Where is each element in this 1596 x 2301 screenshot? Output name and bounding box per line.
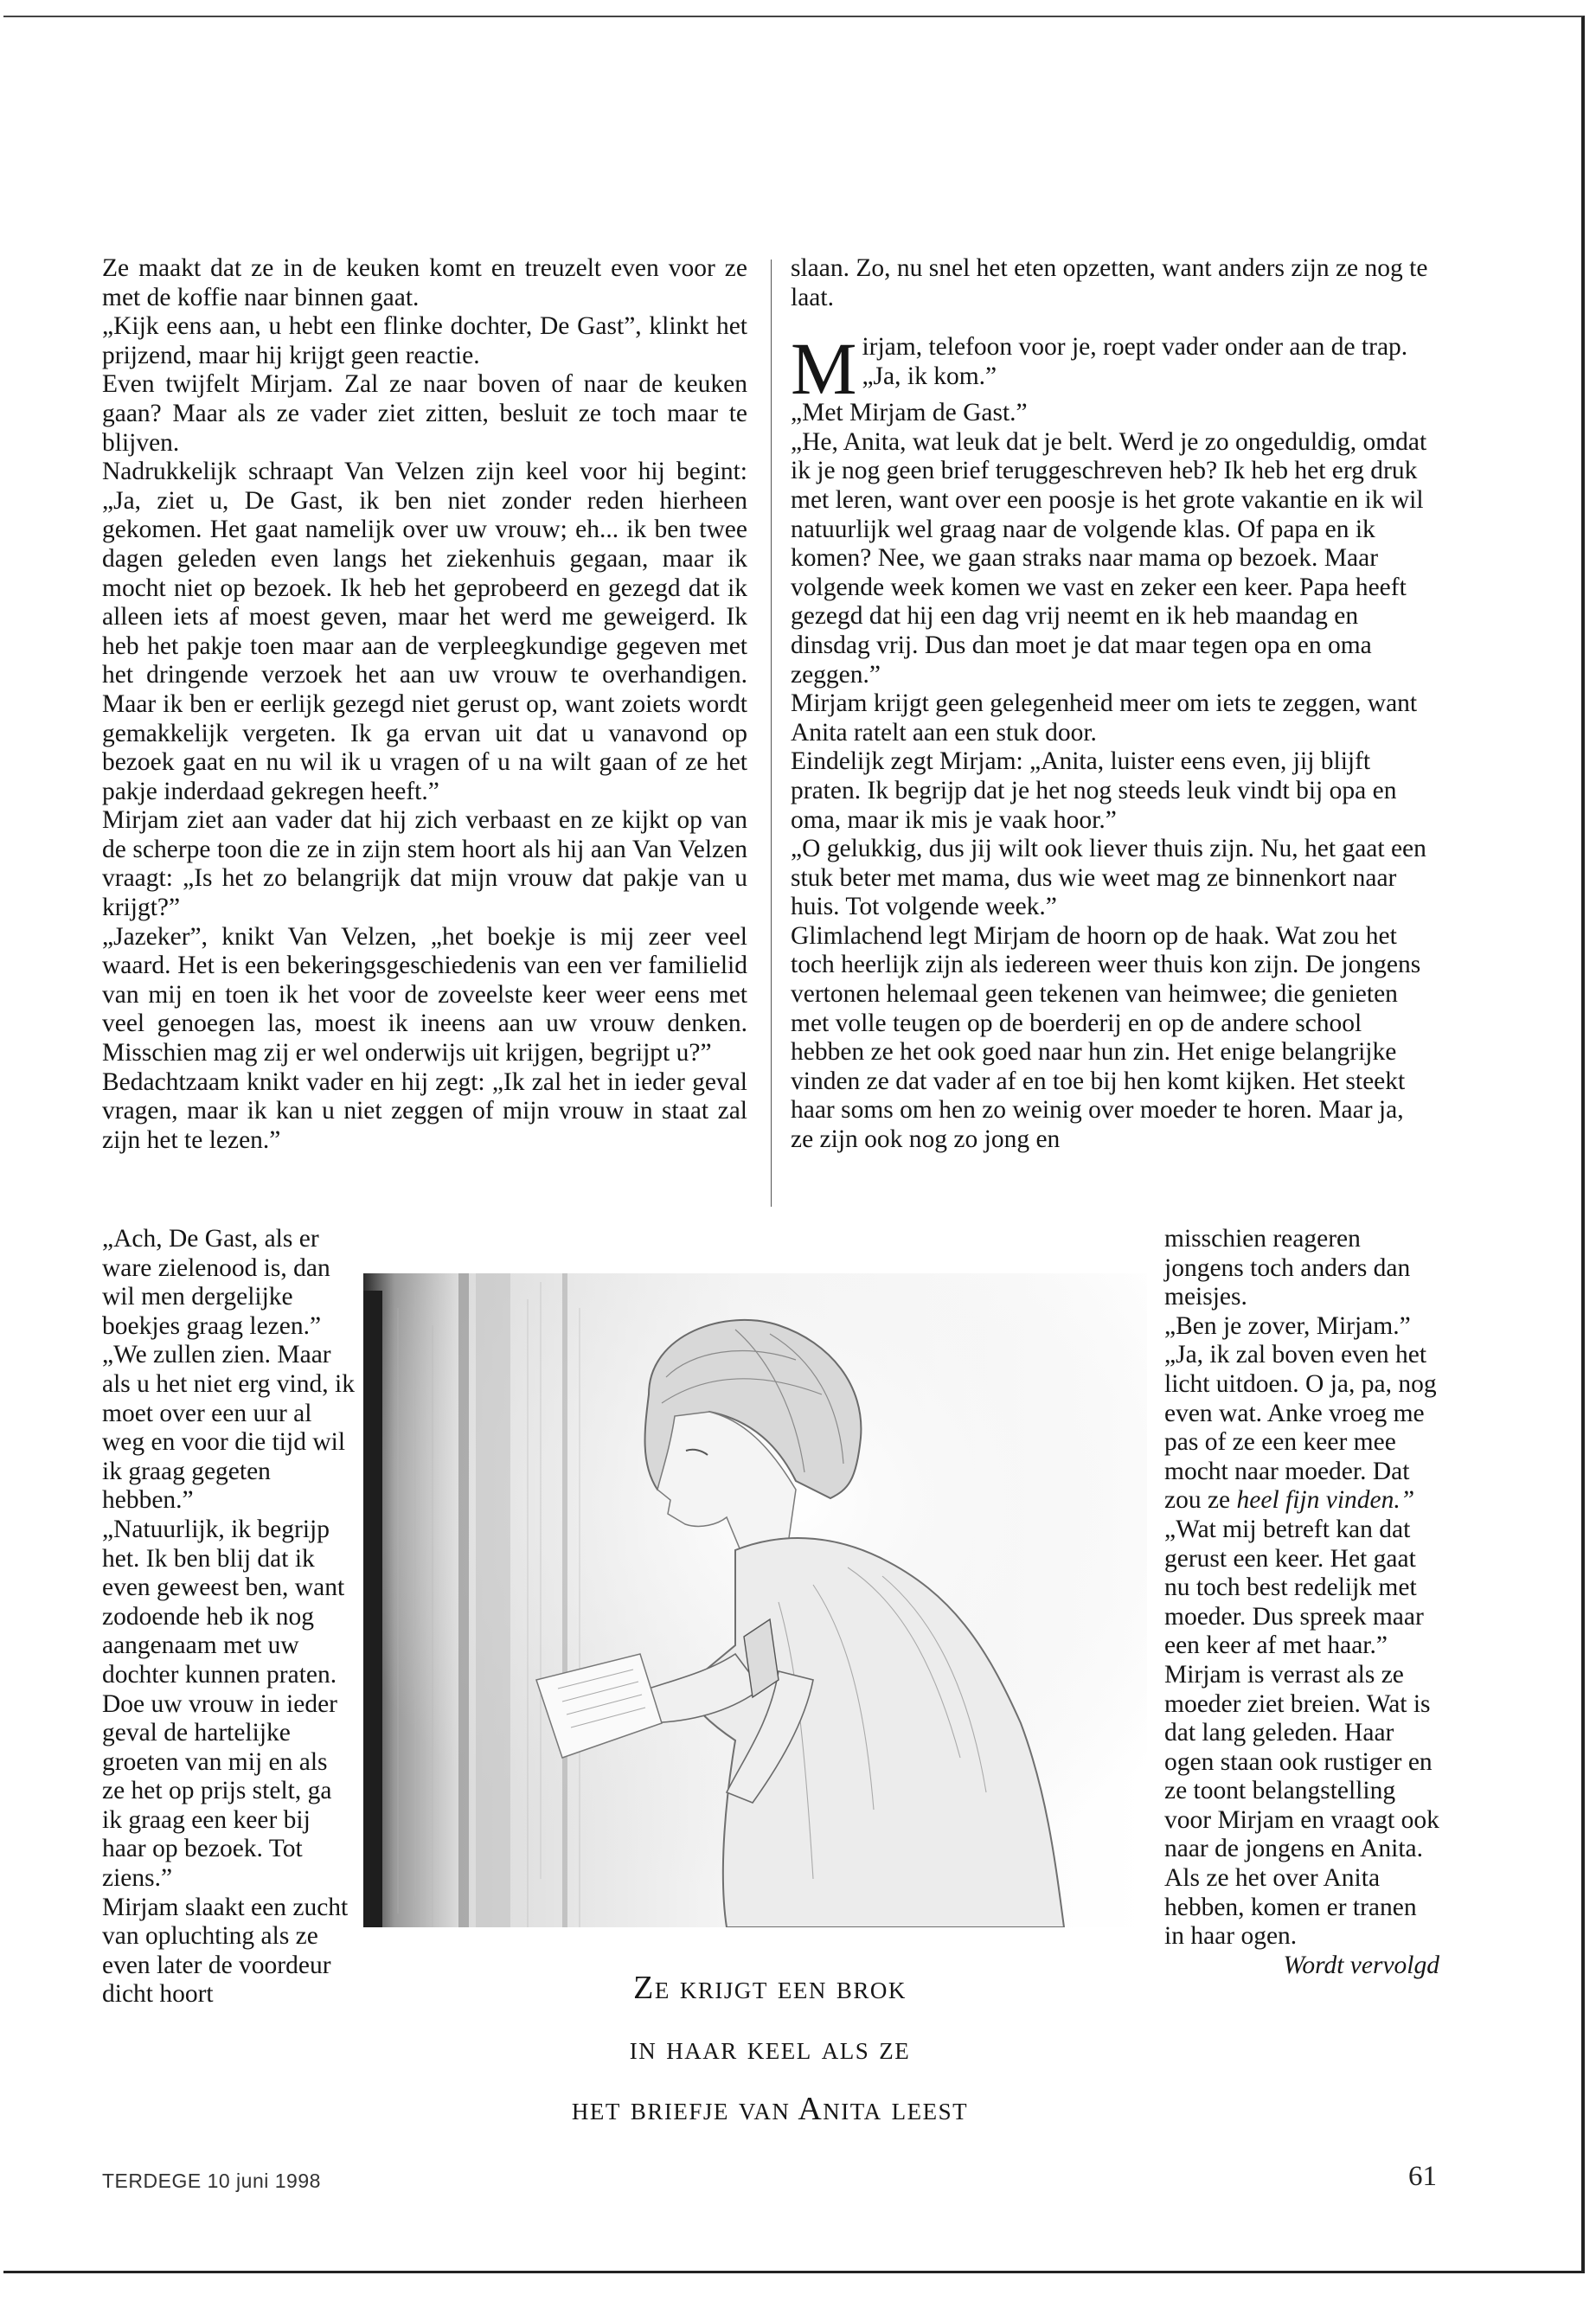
paragraph: „Kijk eens aan, u hebt een flinke dochter, De Gast”, klinkt het prijzend, maar hij krijgt geen reactie.: [102, 312, 747, 369]
caption-line: Ze krijgt een brok: [633, 1970, 907, 2006]
paragraph: Ze maakt dat ze in de keuken komt en treuzelt even voor ze met de koffie naar binnen gaat.: [102, 254, 747, 311]
left-text-column: [102, 254, 747, 1155]
paragraph: misschien reageren jongens toch anders dan meisjes.: [1164, 1225, 1411, 1311]
paragraph-text: „Ja, ik zal boven even het licht uitdoen. O ja, pa, nog even wat. Anke vroeg me pas of ze een keer mee mocht naar moeder. Dat zou ze: [1164, 1341, 1437, 1515]
caption-line: het briefje van Anita leest: [571, 2091, 969, 2127]
paragraph: „Ben je zover, Mirjam.”: [1164, 1311, 1411, 1340]
paragraph: slaan. Zo, nu snel het eten opzetten, want anders zijn ze nog te laat.: [791, 254, 1428, 311]
publication-footer: TERDEGE 10 juni 1998: [102, 2170, 321, 2192]
paragraph: Eindelijk zegt Mirjam: „Anita, luister eens even, jij blijft praten. Ik begrijp dat je het nog steeds leuk vindt bij opa en oma, maar ik mis je vaak hoor.”: [791, 747, 1397, 834]
narrow-right-text-column: [1164, 1225, 1439, 1980]
narrow-left-text-column: [102, 1225, 355, 2009]
paragraph: Glimlachend legt Mirjam de hoorn op de haak. Wat zou het toch heerlijk zijn als iedereen weer thuis kon zijn. De jongens vertonen helemaal geen tekenen van heimwee; die genieten met volle teugen op de boerderij en op de andere school hebben ze het ook goed naar hun zin. Het enige belangrijke vinden ze dat vader af en toe bij hen komt kijken. Het steekt haar soms om hen zo weinig over moeder te horen. Maar ja, ze zijn ook nog zo jong en: [791, 921, 1421, 1154]
paragraph: Even twijfelt Mirjam. Zal ze naar boven of naar de keuken gaan? Maar als ze vader ziet zitten, besluit ze toch maar te blijven.: [102, 370, 747, 457]
paragraph: „Ach, De Gast, als er ware zielenood is, dan wil men dergelijke boekjes graag lezen.”: [102, 1225, 330, 1340]
page-number: 61: [1408, 2161, 1437, 2192]
column-divider: [771, 260, 772, 1207]
paragraph: Bedachtzaam knikt vader en hij zegt: „Ik zal het in ieder geval vragen, maar ik kan u niet zeggen of mijn vrouw in staat zal zijn het te lezen.”: [102, 1067, 747, 1154]
paragraph: Nadrukkelijk schraapt Van Velzen zijn keel voor hij begint: „Ja, ziet u, De Gast, ik ben niet zonder reden hierheen gekomen. Het gaat namelijk over uw vrouw; eh... ik ben twee dagen geleden even langs het ziekenhuis gegaan, maar ik mocht niet op bezoek. Ik heb het geprobeerd en gezegd dat ik alleen iets af moest geven, maar het werd me geweigerd. Ik heb het pakje toen maar aan de verpleegkundige gegeven met het dringende verzoek het aan uw vrouw te overhandigen. Maar ik ben er eerlijk gezegd niet gerust op, want zoiets wordt gemakkelijk vergeten. Ik ga ervan uit dat u vanavond op bezoek gaat en nu wil ik u vragen of u na wilt gaan of ze het pakje inderdaad gekregen heeft.”: [102, 458, 747, 805]
paragraph: Mirjam slaakt een zucht van opluchting als ze even later de voordeur dicht hoort: [102, 1893, 349, 2009]
italic-text: heel fijn vinden.”: [1236, 1486, 1415, 1515]
paragraph: „Jazeker”, knikt Van Velzen, „het boekje is mij zeer veel waard. Het is een bekeringsgeschiedenis van een ver familielid van mij en toen ik het voor de zoveelste keer weer eens met veel genoegen las, moest ik ineens aan uw vrouw denken. Misschien mag zij er wel onderwijs uit krijgen, begrijpt u?”: [102, 922, 747, 1067]
paragraph: Mirjam ziet aan vader dat hij zich verbaast en ze kijkt op van de scherpe toon die ze in zijn stem hoort als hij aan Van Velzen vraagt: „Is het zo belangrijk dat mijn vrouw dat pakje van u krijgt?”: [102, 806, 747, 922]
paragraph: „Met Mirjam de Gast.”: [791, 399, 1028, 427]
to-be-continued: Wordt vervolgd: [1283, 1951, 1439, 1979]
paragraph: [1164, 1341, 1439, 1516]
girl-reading-letter-illustration: [363, 1273, 1147, 1927]
right-text-column: [791, 254, 1433, 1155]
illustration-caption: [467, 1958, 1073, 2139]
dropcap-text: irjam, telefoon voor je, roept vader onder aan de trap.„Ja, ik kom.”: [862, 333, 1408, 390]
paragraph: „We zullen zien. Maar als u het niet erg vind, ik moet over een uur al weg en voor die tijd wil ik graag gegeten hebben.”: [102, 1341, 355, 1515]
paragraph: „He, Anita, wat leuk dat je belt. Werd je zo ongeduldig, omdat ik je nog geen brief teruggeschreven heb? Ik heb het erg druk met leren, want over een poosje is het grote vakantie en ik wil natuurlijk wel graag naar de volgende klas. Of papa en ik komen? Nee, we gaan straks naar mama op bezoek. Maar volgende week komen we vast en zeker een keer. Papa heeft gezegd dat hij een dag vrij neemt en ik heb maandag en dinsdag vrij. Dus dan moet je dat maar tegen opa en oma zeggen.”: [791, 427, 1427, 689]
paragraph: Mirjam krijgt geen gelegenheid meer om iets te zeggen, want Anita ratelt aan een stuk door.: [791, 689, 1418, 747]
caption-line: in haar keel als ze: [629, 2030, 911, 2067]
paragraph: „O gelukkig, dus jij wilt ook liever thuis zijn. Nu, het gaat een stuk beter met mama, dus wie weet mag ze binnenkort naar huis. Tot volgende week.”: [791, 835, 1426, 921]
paragraph: „Natuurlijk, ik begrijp het. Ik ben blij dat ik even geweest ben, want zodoende heb ik nog aangenaam met uw dochter kunnen praten. Doe uw vrouw in ieder geval de hartelijke groeten van mij en als ze het op prijs stelt, ga ik graag een keer bij haar op bezoek. Tot ziens.”: [102, 1515, 345, 1893]
drop-cap: M: [791, 327, 857, 411]
paragraph: Mirjam is verrast als ze moeder ziet breien. Wat is dat lang geleden. Haar ogen staan ook rustiger en ze toont belangstelling voor Mirjam en vraagt ook naar de jongens en Anita. Als ze het over Anita hebben, komen er tranen in haar ogen.: [1164, 1660, 1439, 1951]
dropcap-paragraph: [791, 327, 1433, 411]
paragraph: „Wat mij betreft kan dat gerust een keer. Het gaat nu toch best redelijk met moeder. Dus spreek maar een keer af met haar.”: [1164, 1515, 1424, 1660]
